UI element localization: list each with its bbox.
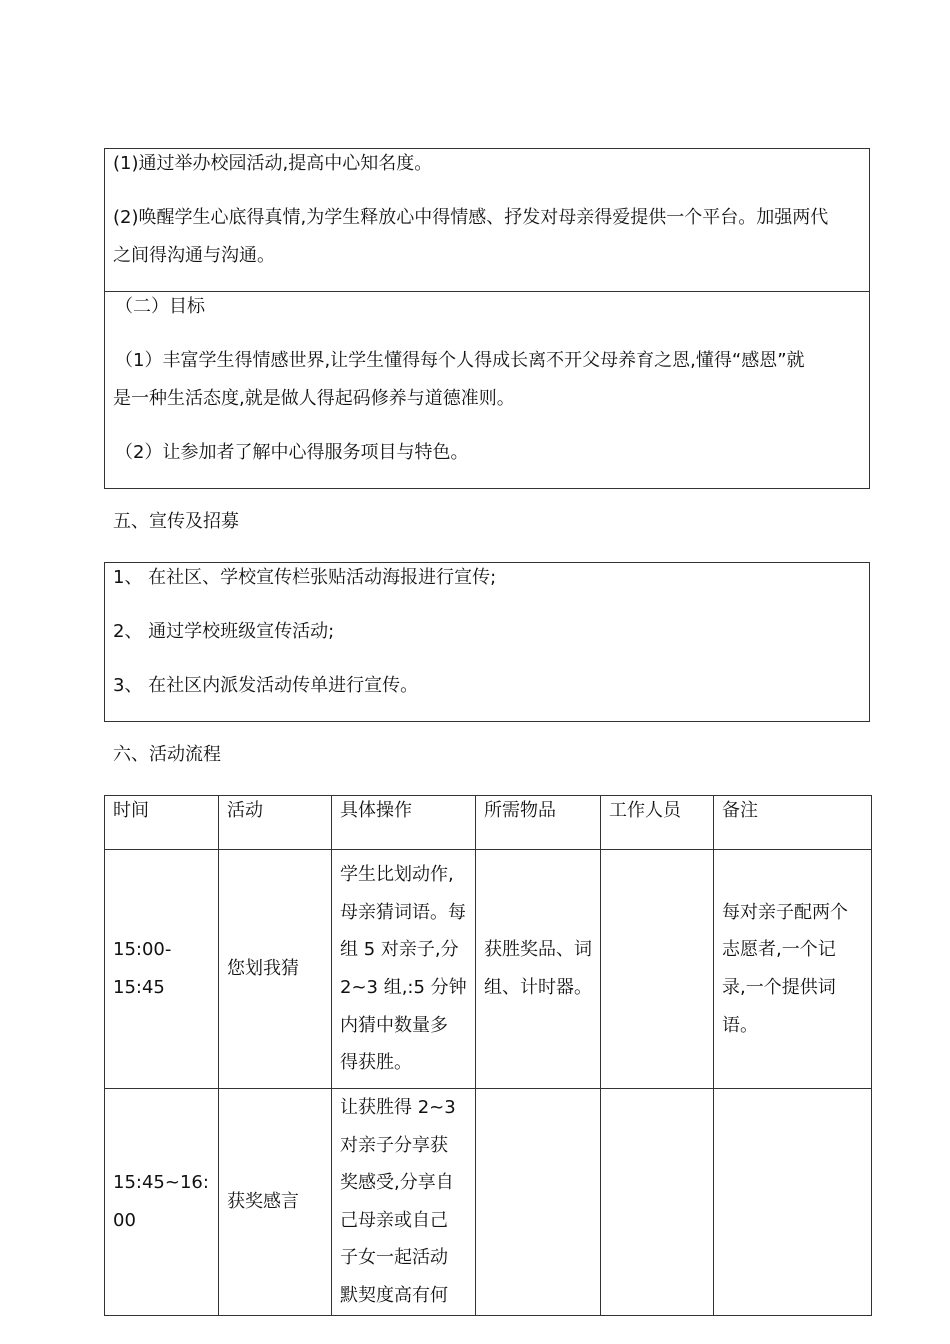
cell-notes <box>714 1089 872 1316</box>
section-heading-flow: 六、活动流程 <box>113 744 221 765</box>
recruit-item-1: 1、 在社区、学校宣传栏张贴活动海报进行宣传; <box>113 567 497 588</box>
purpose-line-2: (2)唤醒学生心底得真情,为学生释放心中得情感、抒发对母亲得爱提供一个平台。加强两代 <box>113 207 829 228</box>
goal-box <box>104 291 870 489</box>
activity-flow-table <box>104 795 872 1316</box>
cell-notes: 每对亲子配两个 志愿者,一个记 录,一个提供词 语。 <box>714 850 872 1089</box>
cell-operation: 学生比划动作, 母亲猜词语。每 组 5 对亲子,分 2~3 组,:5 分钟 内猜中数量多 得获胜。 <box>332 850 476 1089</box>
header-time: 时间 <box>105 796 219 850</box>
cell-activity: 您划我猜 <box>219 850 332 1089</box>
goal-line-1: （1）丰富学生得情感世界,让学生懂得每个人得成长离不开父母养育之恩,懂得“感恩”就 <box>115 350 805 371</box>
header-staff: 工作人员 <box>601 796 714 850</box>
recruit-item-3: 3、 在社区内派发活动传单进行宣传。 <box>113 675 419 696</box>
cell-items <box>476 1089 601 1316</box>
section-heading-publicity: 五、宣传及招募 <box>113 511 239 532</box>
cell-operation: 让获胜得 2~3 对亲子分享获 奖感受,分享自 己母亲或自己 子女一起活动 默契度高有何 <box>332 1089 476 1316</box>
goal-heading: （二）目标 <box>115 296 205 317</box>
header-notes: 备注 <box>714 796 872 850</box>
table-row <box>105 1089 872 1316</box>
goal-line-3: （2）让参加者了解中心得服务项目与特色。 <box>115 442 469 463</box>
table-row <box>105 850 872 1089</box>
header-activity: 活动 <box>219 796 332 850</box>
goal-line-2: 是一种生活态度,就是做人得起码修养与道德准则。 <box>113 388 515 409</box>
cell-staff <box>601 1089 714 1316</box>
purpose-box <box>104 148 870 292</box>
recruit-box <box>104 562 870 722</box>
cell-time: 15:00- 15:45 <box>105 850 219 1089</box>
cell-activity: 获奖感言 <box>219 1089 332 1316</box>
cell-items: 获胜奖品、词 组、计时器。 <box>476 850 601 1089</box>
header-items: 所需物品 <box>476 796 601 850</box>
cell-time: 15:45~16: 00 <box>105 1089 219 1316</box>
recruit-item-2: 2、 通过学校班级宣传活动; <box>113 621 335 642</box>
table-header-row <box>105 796 872 850</box>
purpose-line-3: 之间得沟通与沟通。 <box>113 245 275 266</box>
header-operation: 具体操作 <box>332 796 476 850</box>
cell-staff <box>601 850 714 1089</box>
purpose-line-1: (1)通过举办校园活动,提高中心知名度。 <box>113 153 433 174</box>
